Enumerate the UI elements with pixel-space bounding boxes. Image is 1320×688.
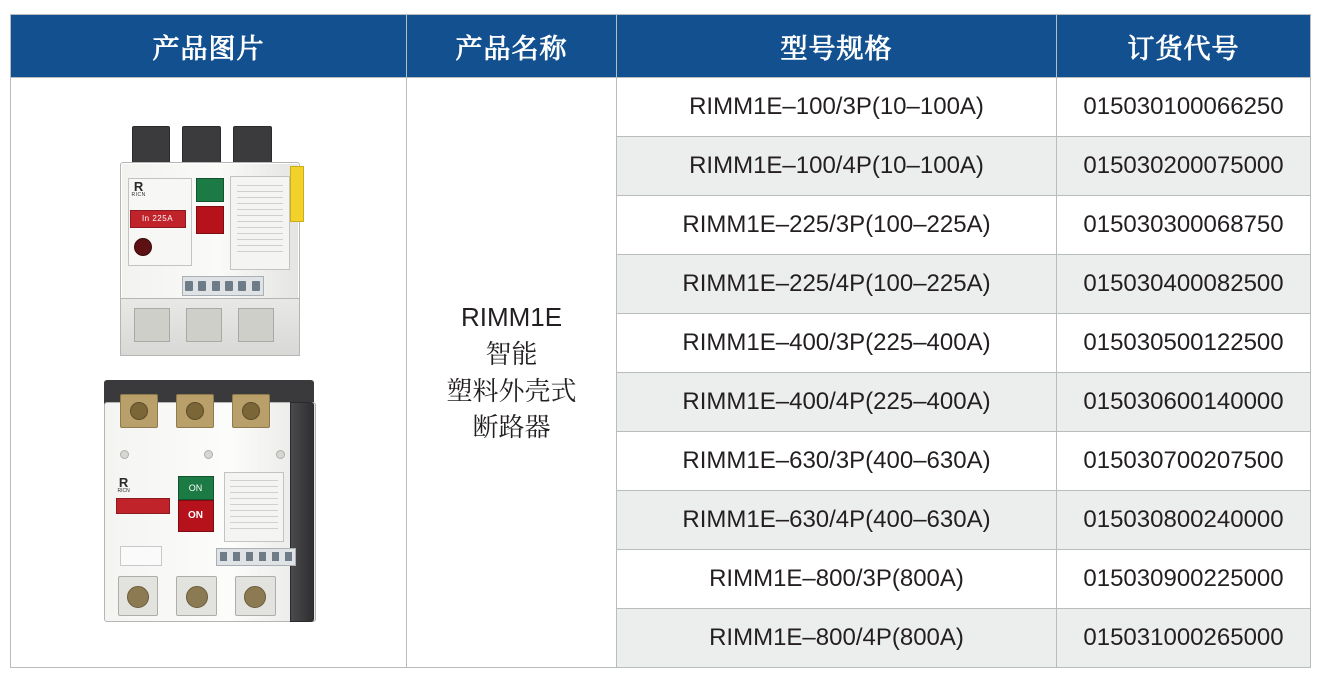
model-cell: RIMM1E–100/4P(10–100A) (617, 137, 1057, 196)
model-cell: RIMM1E–630/4P(400–630A) (617, 491, 1057, 550)
product-name-line: 智能 (485, 338, 538, 369)
breaker-small-image (120, 126, 298, 354)
breaker-large-image (104, 380, 314, 620)
table-body (11, 78, 1311, 668)
info-label (120, 546, 162, 566)
screw-icon (204, 450, 213, 459)
product-name-line: 塑料外壳式 (446, 375, 577, 406)
screw-icon (276, 450, 285, 459)
reset-knob-icon (134, 238, 152, 256)
model-cell: RIMM1E–800/4P(800A) (617, 609, 1057, 668)
code-cell: 015030300068750 (1057, 196, 1311, 255)
column-header-image: 产品图片 (11, 15, 407, 78)
on-button-icon (196, 178, 224, 202)
product-name-cell (407, 78, 617, 668)
model-cell: RIMM1E–800/3P(800A) (617, 550, 1057, 609)
column-header-name: 产品名称 (407, 15, 617, 78)
off-button-icon: ON (178, 500, 214, 532)
breaker-top-terminals (132, 126, 272, 166)
dip-switch-icon (182, 276, 264, 296)
table-row (11, 78, 1311, 137)
code-cell: 015031000265000 (1057, 609, 1311, 668)
breaker-yellow-tab (290, 166, 304, 222)
screw-icon (120, 450, 129, 459)
code-cell: 015030500122500 (1057, 314, 1311, 373)
on-button-icon: ON (178, 476, 214, 500)
table-header-row (11, 15, 1311, 78)
rating-label: In 225A (130, 210, 186, 228)
product-name-line: RIMM1E (460, 301, 563, 332)
model-cell: RIMM1E–225/3P(100–225A) (617, 196, 1057, 255)
spec-label-panel (230, 176, 290, 270)
spec-label-panel (224, 472, 284, 542)
code-cell: 015030400082500 (1057, 255, 1311, 314)
column-header-model: 型号规格 (617, 15, 1057, 78)
breaker-side-panel (290, 402, 314, 622)
code-cell: 015030700207500 (1057, 432, 1311, 491)
rating-label (116, 498, 170, 514)
breaker-bottom-terminals (134, 308, 274, 342)
model-cell: RIMM1E–100/3P(10–100A) (617, 78, 1057, 137)
code-cell: 015030200075000 (1057, 137, 1311, 196)
product-image-stack (11, 112, 406, 634)
model-cell: RIMM1E–630/3P(400–630A) (617, 432, 1057, 491)
brand-logo-icon: R RICN (131, 178, 146, 198)
breaker-top-lugs (120, 394, 270, 428)
product-table (10, 14, 1311, 668)
code-cell: 015030800240000 (1057, 491, 1311, 550)
dip-switch-icon (216, 548, 296, 566)
product-name-line: 断路器 (472, 412, 551, 443)
code-cell: 015030100066250 (1057, 78, 1311, 137)
model-cell: RIMM1E–400/3P(225–400A) (617, 314, 1057, 373)
model-cell: RIMM1E–400/4P(225–400A) (617, 373, 1057, 432)
code-cell: 015030900225000 (1057, 550, 1311, 609)
breaker-bottom-lugs (118, 576, 276, 616)
product-image-cell (11, 78, 407, 668)
model-cell: RIMM1E–225/4P(100–225A) (617, 255, 1057, 314)
off-button-icon (196, 206, 224, 234)
brand-logo-icon: R RICN (117, 474, 130, 494)
column-header-code: 订货代号 (1057, 15, 1311, 78)
table-header (11, 15, 1311, 78)
code-cell: 015030600140000 (1057, 373, 1311, 432)
